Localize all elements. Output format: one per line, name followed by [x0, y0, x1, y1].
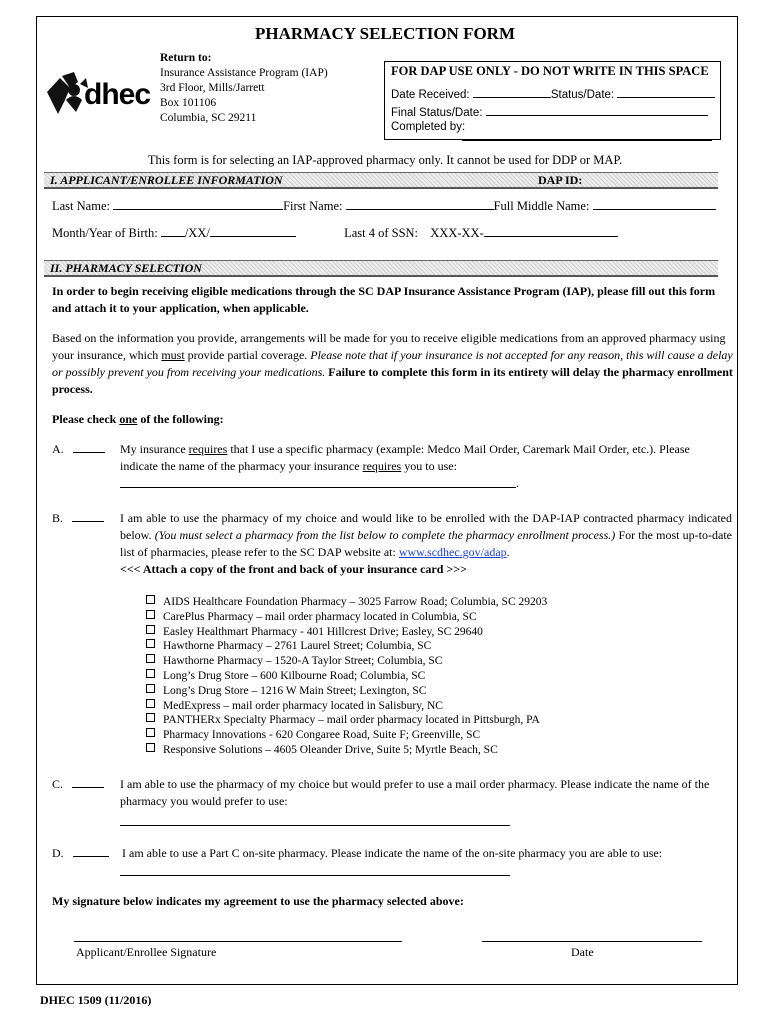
ssn-last4-field[interactable]: [484, 236, 618, 237]
list-item[interactable]: [146, 610, 547, 625]
first-name-field[interactable]: [346, 209, 494, 210]
period: .: [506, 545, 510, 559]
first-name-label: First Name:: [283, 199, 343, 213]
return-line: Box 101106: [160, 97, 217, 109]
form-title: PHARMACY SELECTION FORM: [254, 24, 516, 43]
option-a-pharmacy-field[interactable]: [120, 487, 516, 488]
list-item[interactable]: [146, 743, 547, 758]
option-letter: D.: [52, 846, 64, 860]
list-item[interactable]: [146, 684, 547, 699]
pharmacy-list: [146, 595, 547, 758]
list-item[interactable]: [146, 625, 547, 640]
checkbox[interactable]: [146, 595, 155, 604]
dap-use-box: [384, 61, 721, 140]
return-to-label: Return to:: [160, 52, 212, 64]
section1-header: [44, 172, 718, 189]
attach-card-instruction: <<< Attach a copy of the front and back of your insurance card >>>: [120, 562, 467, 576]
list-item[interactable]: [146, 669, 547, 684]
return-line: Columbia, SC 29211: [160, 112, 257, 124]
pharmacy-name: Responsive Solutions – 4605 Oleander Drive, Suite 5; Myrtle Beach, SC: [163, 743, 498, 756]
dap-box-header: FOR DAP USE ONLY - DO NOT WRITE IN THIS SPACE: [391, 64, 709, 78]
pharmacy-name: Long’s Drug Store – 1216 W Main Street; Lexington, SC: [163, 684, 427, 697]
check-text: Please check: [52, 412, 120, 426]
date-received-label: Date Received:: [391, 89, 470, 101]
option-a-label: [52, 441, 105, 458]
completed-by-row: [391, 121, 465, 133]
option-a-text: [120, 441, 730, 475]
ssn-mask: XXX-XX-: [430, 226, 484, 240]
check-one-instruction: [52, 411, 734, 428]
checkbox[interactable]: [146, 639, 155, 648]
pharmacy-name: Hawthorne Pharmacy – 2761 Laurel Street; Columbia, SC: [163, 640, 432, 653]
last-name-field[interactable]: [113, 209, 283, 210]
option-d-label: [52, 845, 109, 862]
option-c-check[interactable]: [72, 787, 104, 788]
final-status-row: [391, 103, 708, 119]
option-letter: C.: [52, 777, 64, 791]
requires-word: requires: [362, 459, 402, 473]
ssn-label: Last 4 of SSN:: [344, 226, 419, 240]
dob-month-field[interactable]: [161, 236, 185, 237]
option-d-text: I am able to use a Part C on-site pharmacy. Please indicate the name of the on-site pharmacy you are able to use:: [122, 846, 663, 860]
pharmacy-name: Pharmacy Innovations - 620 Congaree Road, Suite F; Greenville, SC: [163, 729, 481, 742]
list-item[interactable]: [146, 654, 547, 669]
option-b-label: [52, 510, 104, 527]
option-c-label: [52, 776, 104, 793]
must-word: must: [161, 348, 185, 362]
list-item[interactable]: [146, 728, 547, 743]
list-item[interactable]: [146, 713, 547, 728]
final-status-label: Final Status/Date:: [391, 107, 483, 119]
pharmacy-name: MedExpress – mail order pharmacy located in Salisbury, NC: [163, 699, 443, 712]
checkbox[interactable]: [146, 699, 155, 708]
option-c-pharmacy-field[interactable]: [120, 825, 510, 826]
middle-name-label: Full Middle Name:: [493, 199, 590, 213]
para-text: Based on the information you provide, arrangements will be made for you to receive eligible medications from an approved pharmacy using your insurance, which: [52, 331, 726, 362]
dob-mask: /XX/: [184, 226, 210, 240]
dob-label: Month/Year of Birth:: [52, 226, 158, 240]
section2-intro: In order to begin receiving eligible medications through the SC DAP Insurance Assistance Program (IAP), please fill out this form and attach it to your application, when applicable.: [52, 284, 716, 315]
date-field[interactable]: [482, 941, 702, 942]
option-letter: B.: [52, 511, 64, 525]
option-text: you to use:: [401, 459, 457, 473]
last-name-label: Last Name:: [52, 199, 110, 213]
dob-ssn-row: [52, 226, 618, 241]
arrangements-paragraph: [52, 330, 734, 398]
middle-name-field[interactable]: [593, 209, 716, 210]
checkbox[interactable]: [146, 625, 155, 634]
checkbox[interactable]: [146, 743, 155, 752]
pharmacy-name: Long’s Drug Store – 600 Kilbourne Road; Columbia, SC: [163, 669, 426, 682]
dhec-logo: [44, 70, 156, 120]
name-row: [52, 199, 716, 214]
failure-warning: Failure to complete this form in its entirety will delay the pharmacy enrollment process.: [52, 365, 733, 396]
period: .: [516, 476, 519, 490]
status-date-label: Status/Date:: [550, 89, 615, 101]
list-item[interactable]: [146, 699, 547, 714]
option-b-text: [120, 510, 732, 561]
pharmacy-name: AIDS Healthcare Foundation Pharmacy – 3025 Farrow Road; Columbia, SC 29203: [163, 596, 548, 608]
option-text: My insurance: [120, 442, 189, 456]
pharmacy-name: Easley Healthmart Pharmacy - 401 Hillcrest Drive; Easley, SC 29640: [163, 625, 483, 638]
checkbox[interactable]: [146, 713, 155, 722]
signature-label: Applicant/Enrollee Signature: [76, 945, 217, 959]
option-c-text: I am able to use the pharmacy of my choice but would prefer to use a mail order pharmacy. Please indicate the name of the pharmacy you would prefer to use:: [120, 777, 710, 808]
checkbox[interactable]: [146, 669, 155, 678]
option-text: I am able to use the pharmacy of my choice and would like to be enrolled with the DAP-IAP contracted pharmacy indicated below.: [120, 511, 732, 542]
requires-word: requires: [188, 442, 228, 456]
signature-statement: My signature below indicates my agreement to use the pharmacy selected above:: [52, 894, 464, 908]
section2-title: II. PHARMACY SELECTION: [50, 261, 202, 275]
pharmacy-name: PANTHERx Specialty Pharmacy – mail order pharmacy located in Pittsburgh, PA: [163, 714, 540, 727]
return-address: [160, 51, 328, 126]
para-text: provide partial coverage.: [184, 348, 311, 362]
intro-text: This form is for selecting an IAP-approved pharmacy only. It cannot be used for DDP or MAP.: [147, 153, 623, 167]
pharmacy-name: CarePlus Pharmacy – mail order pharmacy located in Columbia, SC: [163, 610, 477, 623]
return-line: 3rd Floor, Mills/Jarrett: [160, 82, 265, 94]
option-letter: A.: [52, 442, 64, 456]
option-text: that I use a specific pharmacy (example: Medco Mail Order, Caremark Mail Order, etc.). Please indicate the name of the pharmacy your insurance: [120, 442, 690, 473]
final-status-field[interactable]: [486, 103, 708, 116]
section1-title: I. APPLICANT/ENROLLEE INFORMATION: [50, 173, 283, 187]
status-date-field[interactable]: [617, 85, 715, 98]
selection-required-note: (You must select a pharmacy from the list below to complete the pharmacy enrollment process.): [154, 528, 616, 542]
completed-by-label: Completed by:: [391, 121, 466, 133]
signature-field[interactable]: [74, 941, 402, 942]
dob-year-field[interactable]: [210, 236, 296, 237]
option-text: For the most up-to-date list of pharmacies, please refer to the SC DAP website at:: [120, 528, 732, 559]
scdhec-website-link[interactable]: www.scdhec.gov/adap: [398, 545, 507, 559]
pharmacy-name: Hawthorne Pharmacy – 1520-A Taylor Street; Columbia, SC: [163, 655, 443, 668]
date-received-field[interactable]: [473, 85, 551, 98]
option-d-pharmacy-field[interactable]: [120, 875, 510, 876]
option-b-check[interactable]: [72, 521, 104, 522]
date-received-row: [391, 85, 715, 101]
checkbox[interactable]: [146, 684, 155, 693]
date-label: Date: [571, 945, 594, 959]
logo-text: dhec: [84, 78, 151, 111]
one-word: one: [119, 412, 138, 426]
list-item[interactable]: [146, 639, 547, 654]
completed-by-field[interactable]: [462, 140, 712, 141]
form-number: DHEC 1509 (11/2016): [40, 993, 152, 1007]
option-d-check[interactable]: [73, 856, 109, 857]
dap-id-label: DAP ID:: [538, 173, 583, 187]
delay-warning: Please note that if your insurance is not accepted for any reason, this will cause a delay or possibly prevent you from receiving your medications.: [52, 348, 733, 379]
option-a-check[interactable]: [73, 452, 105, 453]
checkbox[interactable]: [146, 610, 155, 619]
list-item[interactable]: [146, 595, 547, 610]
checkbox[interactable]: [146, 654, 155, 663]
check-text: of the following:: [137, 412, 224, 426]
section2-header: [44, 260, 718, 277]
return-line: Insurance Assistance Program (IAP): [160, 67, 328, 79]
checkbox[interactable]: [146, 728, 155, 737]
